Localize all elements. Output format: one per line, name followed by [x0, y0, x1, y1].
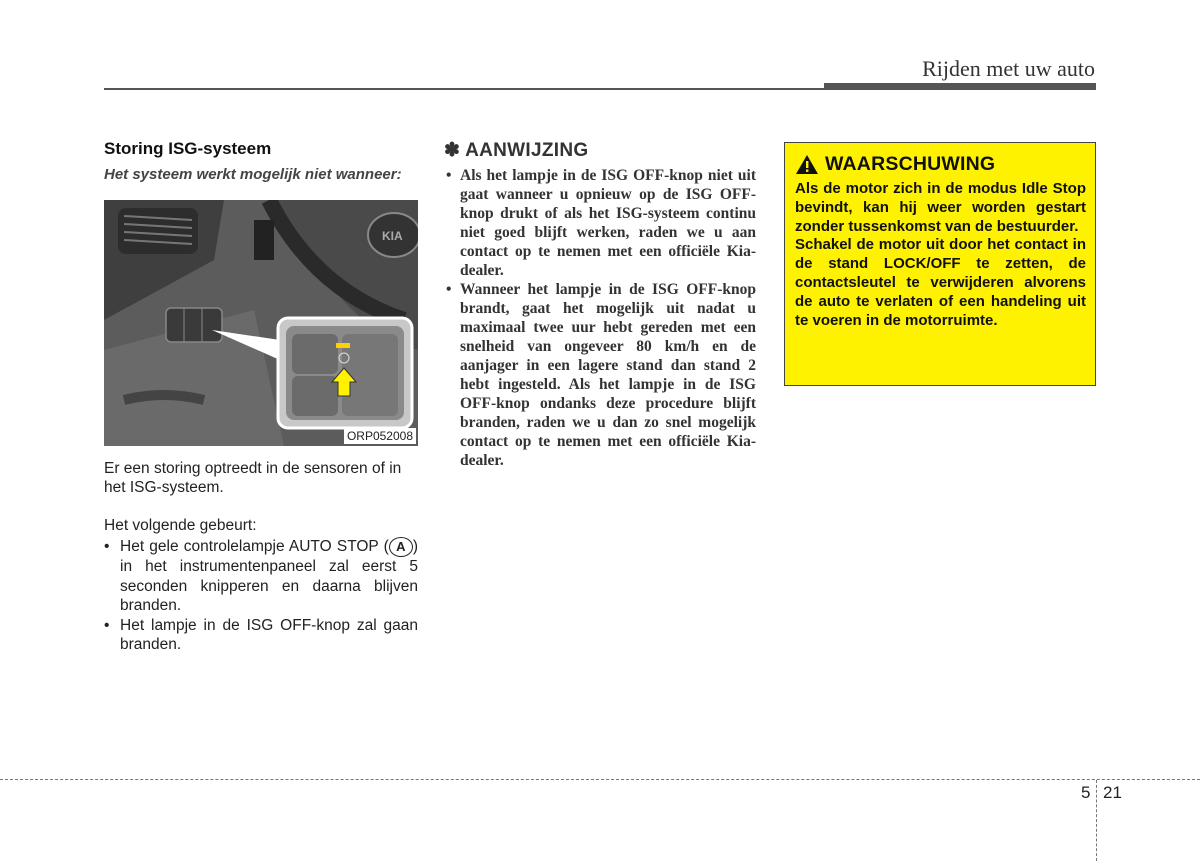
note-list: [444, 166, 756, 470]
paragraph-1: Er een storing optreedt in de sensoren of in het ISG-systeem.: [104, 460, 402, 496]
footer-divider: [0, 779, 1200, 780]
note-item: [444, 166, 756, 280]
bullet: •: [446, 167, 452, 184]
auto-stop-icon: A: [389, 537, 413, 557]
isg-off-button-photo: [104, 200, 418, 446]
warning-paragraph-2: Schakel de motor uit door het contact in de stand LOCK/OFF te zetten, de contactsleutel te verwijderen alvorens de auto te verlaten of een handeling uit te voeren in de motorruimte.: [795, 236, 1086, 329]
warning-header: [795, 153, 1086, 176]
bullet: •: [446, 281, 452, 298]
consequence-list: [104, 537, 418, 655]
bullet: •: [104, 616, 110, 634]
section-heading: Storing ISG-systeem: [104, 139, 272, 158]
chapter-number: 5: [1081, 783, 1091, 802]
warning-paragraph-1: Als de motor zich in de modus Idle Stop bevindt, kan hij weer worden gestart zonder tussenkomst van de bestuurder.: [795, 180, 1086, 235]
list-item-text: Het gele controlelampje AUTO STOP (: [120, 538, 389, 556]
page-number: 21: [1103, 783, 1122, 802]
svg-text:KIA: KIA: [382, 229, 403, 243]
list-item-text: Het lampje in de ISG OFF-knop zal gaan branden.: [120, 616, 418, 653]
image-caption: ORP052008: [344, 428, 416, 444]
dashboard-illustration: [104, 200, 418, 446]
paragraph-2: Het volgende gebeurt:: [104, 517, 257, 534]
bullet: •: [104, 538, 110, 555]
section-subheading: Het systeem werkt mogelijk niet wanneer:: [104, 166, 402, 183]
warning-box: [784, 142, 1096, 386]
note-item-text: Wanneer het lampje in de ISG OFF-knop brandt, gaat het mogelijk uit nadat u maximaal twee uur hebt gereden met een snelheid van ongeveer 80 km/h en de aanjager in een lagere stand dan stand 2 hebt ingesteld. Als het lampje in de ISG OFF-knop ondanks deze procedure blijft branden, raden we u dan zo snel mogelijk contact op te nemen met een officiële Kia-dealer.: [460, 281, 756, 469]
warning-triangle-icon: [795, 154, 819, 175]
header-rule-accent: [824, 83, 1096, 90]
list-item: [104, 616, 418, 655]
note-column: [444, 139, 756, 470]
note-title: ✽ AANWIJZING: [444, 140, 589, 161]
list-item-text-cont: ) in het instrumentenpaneel zal eerst 5 seconden knipperen en daarna blijven branden.: [120, 538, 418, 614]
running-header: Rijden met uw auto: [922, 56, 1095, 81]
note-item: [444, 280, 756, 470]
note-item-text: Als het lampje in de ISG OFF-knop niet uit gaat wanneer u opnieuw op de ISG OFF-knop drukt of als het ISG-systeem continu niet goed blijft werken, raden we u aan contact op te nemen met een officiële Kia-dealer.: [460, 167, 756, 279]
warning-title: WAARSCHUWING: [825, 153, 996, 175]
header-rule: [104, 88, 824, 90]
footer-vertical-divider: [1096, 780, 1097, 861]
left-column: [104, 139, 418, 655]
list-item: [104, 537, 418, 616]
